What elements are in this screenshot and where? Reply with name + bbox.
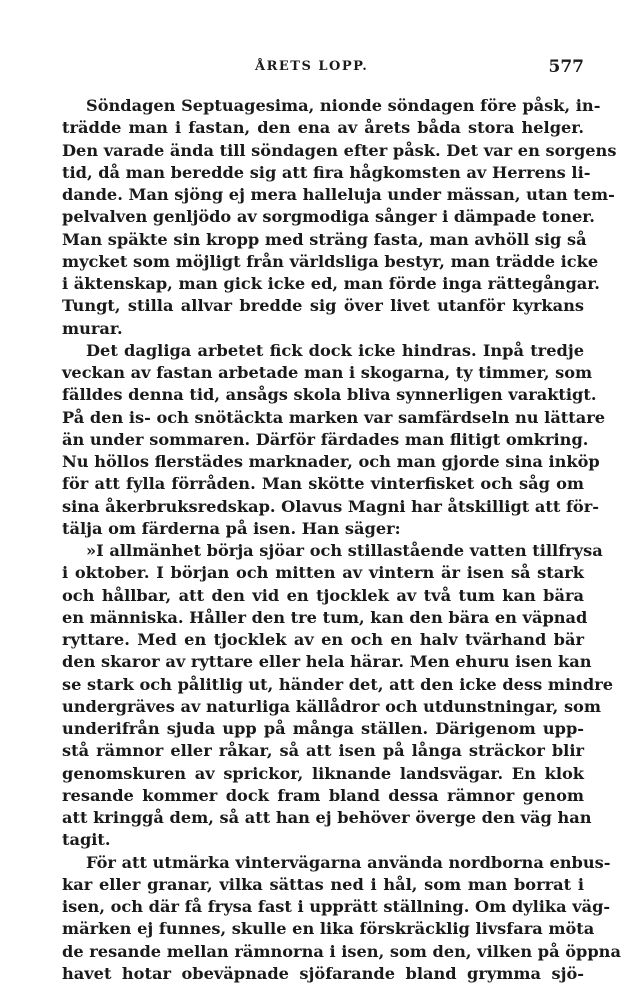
text-line: isen, och där få frysa fast i upprätt ställning. Om dylika väg- [62,897,611,916]
text-line: i äktenskap, man gick icke ed, man förde inga rättegångar. [62,274,600,293]
text-line: stå rämnor eller råkar, så att isen på långa sträckor blir [62,741,584,761]
text-line: På den is- och snötäckta marken var samfärdseln nu lättare [62,407,606,427]
text-line: För att utmärka vintervägarna använda nordborna enbus- [86,852,611,872]
text-line: att kringgå dem, så att han ej behöver överge den väg han [62,808,592,827]
text-line: den skaror av ryttare eller hela härar. Men ehuru isen kan [62,652,592,672]
page-number: 577 [548,57,584,77]
text-line: pelvalven genljödo av sorgmodiga sånger i dämpade toner. [62,207,595,227]
running-title: ÅRETS LOPP. [255,59,369,74]
text-line: dande. Man sjöng ej mera halleluja under mässan, utan tem- [62,185,615,204]
text-line: märken ej funnes, skulle en lika förskräcklig livsfara möta [62,919,595,939]
text-line: än under sommaren. Därför färdades man flitigt omkring. [62,429,589,449]
text-line: undergräves av naturliga källådror och utdunstningar, som [62,696,601,716]
text-line: tagit. [62,830,111,850]
text-line: Tungt, stilla allvar bredde sig över livet utanför kyrkans [62,296,584,316]
text-line: sina åkerbruksredskap. Olavus Magni har åtskilligt att för- [62,496,599,516]
text-line: resande kommer dock fram bland dessa rämnor genom [62,785,584,805]
text-line: havet hotar obeväpnade sjöfarande bland grymma sjö- [62,963,584,983]
text-line: och hållbar, att den vid en tjocklek av två tum kan bära [62,585,584,605]
text-line: underifrån sjuda upp på många ställen. Därigenom upp- [62,719,584,738]
text-line: trädde man i fastan, den ena av årets båda stora helger. [62,118,584,138]
text-line: veckan av fastan arbetade man i skogarna, ty timmer, som [62,363,593,382]
body-text [62,95,621,985]
text-line: tälja om färderna på isen. Han säger: [62,518,401,538]
text-line: se stark och pålitlig ut, händer det, att den icke dess mindre [62,674,614,694]
text-line: genomskuren av sprickor, liknande landsvägar. En klok [62,763,584,783]
text-line: Man späkte sin kropp med sträng fasta, man avhöll sig så [62,229,587,249]
text-line: för att fylla förråden. Man skötte vinterfisket och såg om [62,474,584,494]
text-line: de resande mellan rämnorna i isen, som den, vilken på öppna [62,941,621,961]
text-line: fälldes denna tid, ansågs skola bliva synnerligen varaktigt. [62,385,597,405]
text-line: i oktober. I början och mitten av vintern är isen så stark [62,563,584,583]
text-line: Den varade ända till söndagen efter påsk. Det var en sorgens [62,140,617,160]
text-line: kar eller granar, vilka sättas ned i hål, som man borrat i [62,874,584,894]
text-line: tid, då man beredde sig att fira hågkomsten av Herrens li- [62,162,591,182]
page-header [62,54,584,80]
text-line: Söndagen Septuagesima, nionde söndagen före påsk, in- [86,96,601,115]
text-line: »I allmänhet börja sjöar och stillastående vatten tillfrysa [86,541,603,560]
text-line: Det dagliga arbetet fick dock icke hindras. Inpå tredje [86,340,584,360]
text-line: Nu höllos flerstädes marknader, och man gjorde sina inköp [62,452,600,471]
text-line: murar. [62,318,123,338]
text-line: en människa. Håller den tre tum, kan den bära en väpnad [62,607,588,627]
text-line: mycket som möjligt från världsliga bestyr, man trädde icke [62,251,599,271]
text-line: ryttare. Med en tjocklek av en och en halv tvärhand bär [62,630,584,649]
